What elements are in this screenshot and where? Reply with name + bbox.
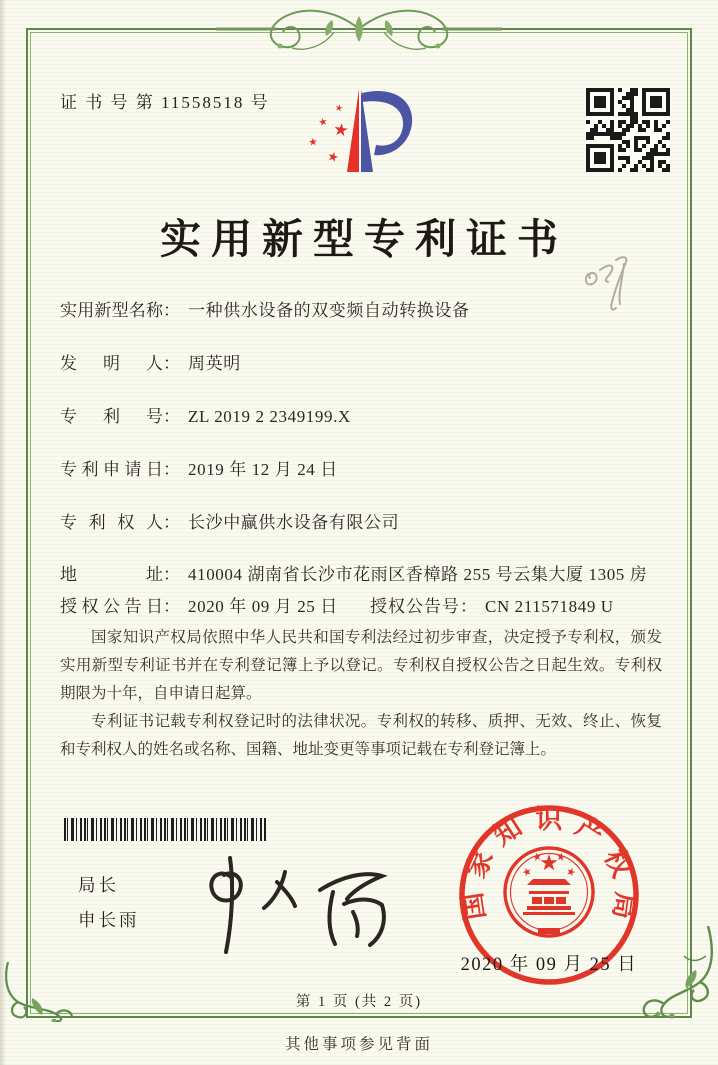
field-rows bbox=[60, 296, 666, 626]
field-value: 2020 年 09 月 25 日 bbox=[188, 597, 338, 616]
field-label: 专利权人 bbox=[60, 513, 163, 532]
logo-red-wedge bbox=[347, 89, 359, 172]
back-side-note: 其他事项参见背面 bbox=[284, 1036, 433, 1053]
field-patentee: 专利权人： 长沙中赢供水设备有限公司 bbox=[60, 508, 399, 533]
legal-text bbox=[60, 624, 662, 764]
field-label: 授权公告日 bbox=[60, 597, 163, 616]
logo-stars bbox=[309, 104, 349, 163]
seal-agency-text: 国家知识产权局 bbox=[457, 804, 641, 922]
field-label: 地址 bbox=[60, 565, 163, 584]
barcode bbox=[64, 818, 266, 841]
field-value: ZL 2019 2 2349199.X bbox=[188, 407, 351, 426]
officer-block bbox=[78, 868, 140, 938]
top-flourish-ornament bbox=[214, 2, 504, 56]
field-value: CN 211571849 U bbox=[485, 597, 614, 616]
officer-title: 局长 bbox=[78, 875, 119, 895]
field-utility-model-name: 实用新型名称： 一种供水设备的双变频自动转换设备 bbox=[60, 296, 470, 321]
field-label: 实用新型名称 bbox=[60, 301, 163, 320]
field-value: 长沙中赢供水设备有限公司 bbox=[188, 513, 400, 532]
field-label: 发明人 bbox=[60, 354, 163, 373]
commissioner-signature bbox=[182, 846, 407, 958]
field-value: 一种供水设备的双变频自动转换设备 bbox=[188, 301, 470, 320]
field-label: 授权公告号 bbox=[370, 597, 460, 616]
field-grant-number: 授权公告号： CN 211571849 U bbox=[370, 592, 614, 617]
field-value: 2019 年 12 月 24 日 bbox=[188, 460, 338, 479]
cnipa-patent-logo bbox=[292, 83, 440, 178]
field-grant-row: 授权公告日： 2020 年 09 月 25 日 授权公告号： CN 211571849 U bbox=[60, 592, 338, 617]
legal-paragraph-1: 国家知识产权局依照中华人民共和国专利法经过初步审查，决定授予专利权，颁发实用新型专利证书并在专利登记簿上予以登记。专利权自授权公告之日起生效。专利权期限为十年，自申请日起算。 bbox=[60, 629, 662, 702]
page-number: 第 1 页 (共 2 页) bbox=[295, 994, 423, 1010]
field-filing-date: 专利申请日： 2019 年 12 月 24 日 bbox=[60, 455, 338, 480]
certificate-title: 实用新型专利证书 bbox=[160, 216, 568, 262]
field-label: 专利号 bbox=[60, 407, 163, 426]
field-label: 专利申请日 bbox=[60, 460, 163, 479]
official-seal bbox=[452, 800, 647, 995]
legal-paragraph-2: 专利证书记载专利权登记时的法律状况。专利权的转移、质押、无效、终止、恢复和专利权人的姓名或名称、国籍、地址变更等事项记载在专利登记簿上。 bbox=[60, 713, 662, 758]
logo-p-bowl bbox=[362, 91, 412, 155]
field-address: 地址： 410004 湖南省长沙市花雨区香樟路 255 号云集大厦 1305 房 bbox=[60, 560, 647, 585]
officer-name: 申长雨 bbox=[78, 910, 140, 930]
field-patent-number: 专利号： ZL 2019 2 2349199.X bbox=[60, 402, 351, 427]
seal-date: 2020 年 09 月 25 日 bbox=[460, 955, 638, 975]
qr-code bbox=[586, 88, 670, 172]
certificate-number: 证 书 号 第 11558518 号 bbox=[60, 93, 270, 112]
field-value: 410004 湖南省长沙市花雨区香樟路 255 号云集大厦 1305 房 bbox=[188, 565, 648, 584]
field-value: 周英明 bbox=[188, 354, 241, 373]
seal-national-emblem bbox=[505, 848, 593, 936]
field-inventor: 发明人： 周英明 bbox=[60, 349, 241, 374]
